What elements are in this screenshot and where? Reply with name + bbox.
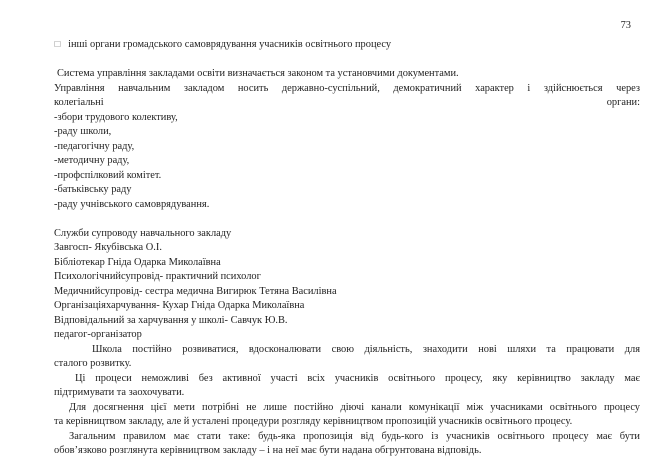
split-left-text: колегіальні — [54, 97, 104, 108]
document-content — [54, 37, 640, 459]
staff-item: Організаціяхарчування- Кухар Гніда Одарка Миколаївна — [54, 300, 305, 311]
list-item-organ: -педагогічну раду, — [54, 140, 135, 152]
list-item-organ: -раду школи, — [54, 126, 112, 137]
staff-item: Завгосп- Якубівська О.І. — [54, 242, 162, 253]
paragraph-management-line: Управління навчальним закладом носить державно-суспільний, демократичний характер і здійснюється через — [54, 82, 640, 94]
paragraph-general-rule — [54, 430, 640, 459]
paragraph-line: сталого розвитку. — [54, 358, 132, 369]
paragraph-processes — [54, 372, 640, 401]
page-number: 73 — [620, 20, 631, 31]
staff-item: Бібліотекар Гніда Одарка Миколаївна — [54, 256, 221, 268]
list-item-organ: -профспілковий комітет. — [54, 169, 162, 181]
list-item-organ: -раду учнівського самоврядування. — [54, 198, 210, 210]
checkbox-bullet-icon: □ — [54, 39, 62, 48]
spacer — [54, 212, 640, 227]
paragraph-management-splitline — [54, 96, 640, 111]
paragraph-communication — [54, 401, 640, 430]
staff-item: Медичнийсупровід- сестра медична Вигирюк Тетяна Василівна — [54, 285, 337, 297]
staff-item: Психологічнийсупровід- практичний психолог — [54, 271, 261, 282]
staff-item: педагог-організатор — [54, 329, 142, 340]
paragraph-line: підтримувати та заохочувати. — [54, 387, 185, 398]
list-item-organ: -збори трудового колективу, — [54, 111, 178, 123]
paragraph-line: та керівництвом закладу, але й усталені процедури розгляду керівництвом пропозицій учасників освітнього процесу. — [54, 416, 573, 427]
paragraph-line: обов’язково розглянута керівництвом закладу – і на неї має бути надана обгрунтована відповідь. — [54, 445, 482, 456]
paragraph-line: Для досягнення цієї мети потрібні не лише постійно діючі канали комунікації між учасниками освітнього процесу — [69, 401, 640, 413]
services-heading: Служби супроводу навчального закладу — [54, 227, 232, 239]
paragraph-line: Загальним правилом має стати таке: будь-яка пропозиція від будь-кого із учасників освітнього процесу має бути — [69, 430, 640, 442]
list-item-organ: -батьківську раду — [54, 184, 132, 195]
list-item-label: інші органи громадського самоврядування учасників освітнього процесу — [68, 39, 392, 50]
paragraph-line: Школа постійно розвиватися, вдосконалювати свою діяльність, знаходити нові шляхи та працювати для — [92, 343, 640, 355]
paragraph-line: Ці процеси неможливі без активної участі всіх учасників освітнього процесу, яку керівництво закладу має — [75, 372, 640, 384]
split-right-text: органи: — [606, 97, 640, 108]
spacer — [54, 53, 640, 68]
paragraph-system: Система управління закладами освіти визначається законом та установчими документами. — [57, 68, 459, 79]
paragraph-school — [54, 343, 640, 372]
staff-item: Відповідальний за харчування у школі- Савчук Ю.В. — [54, 314, 288, 326]
list-item-organ: -методичну раду, — [54, 155, 130, 166]
list-item-other-bodies — [54, 37, 640, 53]
